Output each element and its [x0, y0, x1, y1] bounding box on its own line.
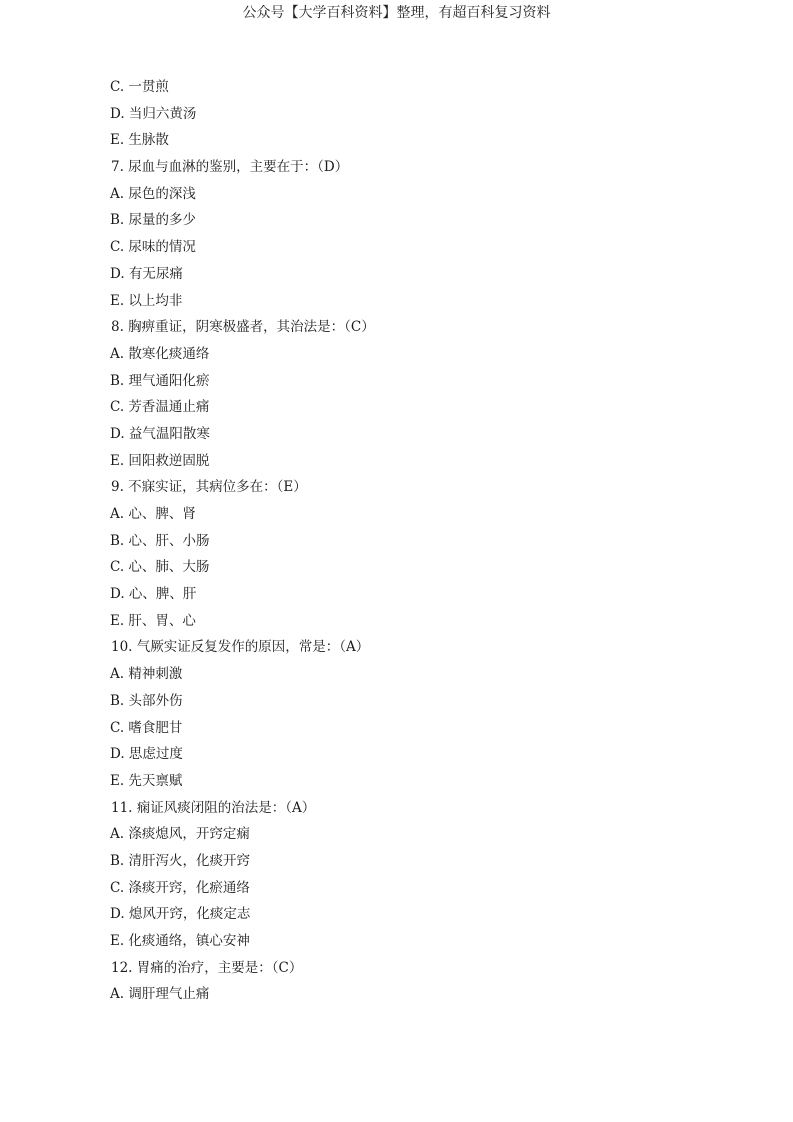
question-line: 7. 尿血与血淋的鉴别，主要在于：（D） — [111, 159, 349, 176]
option-line: E. 生脉散 — [110, 132, 169, 149]
option-line: C. 涤痰开窍，化瘀通络 — [110, 879, 250, 896]
option-line: B. 清肝泻火，化痰开窍 — [110, 852, 251, 869]
question-line: 11. 痫证风痰闭阻的治法是：（A） — [111, 799, 316, 816]
option-line: A. 心、脾、肾 — [110, 506, 196, 522]
option-line: C. 心、肺、大肠 — [110, 559, 210, 576]
option-line: E. 以上均非 — [110, 292, 183, 309]
option-line: D. 益气温阳散寒 — [110, 425, 210, 442]
option-line: D. 当归六黄汤 — [110, 105, 197, 122]
option-line: A. 尿色的深浅 — [110, 185, 196, 202]
document-body — [110, 74, 750, 1008]
question-line: 10. 气厥实证反复发作的原因，常是：（A） — [111, 639, 370, 656]
option-line: E. 回阳救逆固脱 — [110, 452, 210, 469]
option-line: D. 熄风开窍，化痰定志 — [110, 906, 251, 923]
page-header: 公众号【大学百科资料】整理，有超百科复习资料 — [242, 5, 551, 21]
question-line: 12. 胃痛的治疗，主要是：（C） — [111, 959, 303, 976]
option-line: C. 嗜食肥甘 — [110, 719, 183, 736]
option-line: B. 理气通阳化瘀 — [110, 372, 210, 389]
option-line: D. 思虑过度 — [110, 746, 183, 763]
option-line: A. 调肝理气止痛 — [110, 986, 210, 1003]
option-line: A. 涤痰熄风，开窍定痫 — [110, 826, 250, 843]
option-line: B. 心、肝、小肠 — [110, 532, 210, 549]
option-line: E. 先天禀赋 — [110, 772, 183, 789]
option-line: C. 一贯煎 — [110, 79, 169, 95]
option-line: C. 尿味的情况 — [110, 239, 196, 256]
option-line: B. 尿量的多少 — [110, 212, 197, 229]
option-line: D. 有无尿痛 — [110, 265, 183, 282]
option-line: E. 化痰通络，镇心安神 — [110, 933, 250, 949]
question-line: 9. 不寐实证，其病位多在：（E） — [111, 479, 307, 496]
option-line: E. 肝、胃、心 — [110, 612, 196, 629]
option-line: A. 精神刺激 — [110, 666, 183, 683]
option-line: C. 芳香温通止痛 — [110, 399, 210, 416]
question-line: 8. 胸痹重证，阴寒极盛者，其治法是：（C） — [111, 319, 375, 336]
option-line: D. 心、脾、肝 — [110, 586, 197, 603]
option-line: A. 散寒化痰通络 — [110, 345, 210, 362]
option-line: B. 头部外伤 — [110, 692, 183, 709]
